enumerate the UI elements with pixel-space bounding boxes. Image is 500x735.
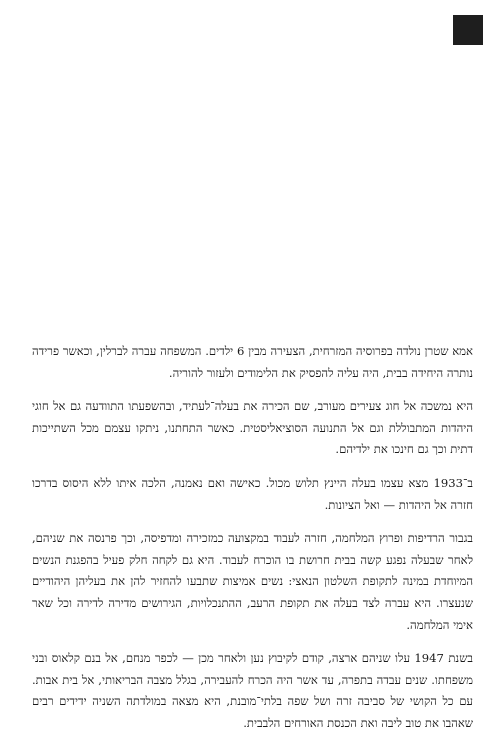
paragraph-early-life: אמא שטרן נולדה בפרוסיה המזרחית, הצעירה מבין 6 ילדים. המשפחה עברה לברלין, וכאשר פרידה נותרה היחידה בבית, היה עליה להפסיק את הלימודים ולעזור להוריה. [32,344,473,380]
biography-text [32,341,473,735]
paragraph-aliyah: בשנת 1947 עלו שניהם ארצה, קודם לקיבוץ נען ולאחר מכן — לכפר מנחם, אל בנם קלאוס ובני משפחתו. שנים עבדה בתפרה, עד אשר היה הכרח להעבירה, בגלל מצבה הבריאותי, אל בית אבות. עם כל הקושי של סביבה זרה ושל שפה בלתי־מובנת, היא מצאה במולדתה השניה ידידים רבים שאהבו את טוב ליבה ואת הכנסת האורחים הלבבית. [32,651,473,730]
page-corner-marker [453,15,483,45]
paragraph-1933: ב־1933 מצא עצמו בעלה היינץ תלוש מכול. כאישה ואם נאמנה, הלכה איתו ללא היסוס בדרכו חזרה אל היהדות — ואל הציונות. [32,475,473,512]
paragraph-marriage: היא נמשכה אל חוג צעירים מעורב, שם הכירה את בעלה־לעתיד, ובהשפעתו התוודעה גם אל חוגי היהדות המתבוללת וגם אל התנועה הסוציאליסטית. כאשר התחתנו, ניתקו עצמם מכל השתייכות דתית וכך גם חינכו את ילדיהם. [32,399,473,457]
paragraph-war-years: בגבור הרדיפות ופרוץ המלחמה, חזרה לעבוד במקצועה כמזכירה ומדפיסה, וכך פרנסה את שניהם, לאחר שבעלה נפגע קשה בבית חרושת בו הוכרח לעבוד. היא גם לקחה חלק פעיל בהפגנת הנשים המיוחדת במינה לתקופת השלטון הנאצי: נשים אמיצות שתבעו להחזיר להן את בעליהן היהודיים שנעצרו. היא עברה לצד בעלה את תקופת הרעב, ההתנכלויות, הגירושים מדירה לדירה וכל שאר אימי המלחמה. [32,531,473,632]
